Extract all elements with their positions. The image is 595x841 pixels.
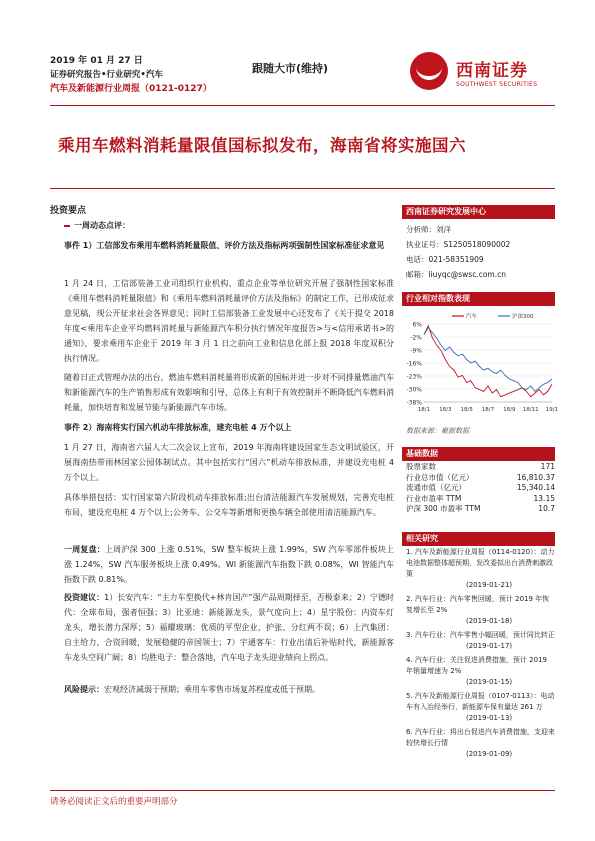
list-item[interactable] [406, 691, 556, 724]
x-tick-label: 18/11 [522, 407, 539, 413]
x-tick-label: 19/1 [545, 407, 559, 413]
x-tick-label: 18/7 [481, 407, 495, 413]
index-chart [402, 310, 559, 422]
rating: 跟随大市(维持) [252, 62, 329, 75]
research-team-bar: 西南证券研究发展中心 [402, 205, 555, 219]
row-label: 流通市值（亿元） [406, 483, 466, 492]
table-row [406, 473, 555, 484]
logo-en: SOUTHWEST SECURITIES [456, 81, 538, 88]
footer-disclaimer: 请务必阅读正文后的重要声明部分 [50, 797, 178, 807]
row-value: 16,810.37 [516, 472, 555, 482]
item-date: (2019-01-15) [466, 678, 513, 686]
event1-title: 事件 1）工信部发布乘用车燃料消耗量限值、评价方法及指标两项强制性国家标准征求意见 [64, 241, 385, 250]
y-tick-label: -16% [406, 360, 422, 368]
y-tick-label: -9% [410, 347, 422, 355]
item-date: (2019-01-09) [466, 750, 513, 758]
item-title: 5. 汽车及新能源行业周报（0107-0113）：电动车有入冶经举行，新能源车保有量达 261 万 [406, 692, 555, 711]
event2-paragraph-2: 具体举措包括：实行国家第六阶段机动车排放标准;出台清洁能源汽车发展规划，完善充电桩布局，建设充电桩 4 万个以上;公务车、公交车等新增和更换车辆全部使用清洁能源汽车。 [64, 493, 394, 517]
analyst-info [406, 222, 510, 282]
row-label: 行业市盈率 TTM [406, 493, 462, 503]
event1-paragraph-1: 1 月 24 日，工信部装备工业司组织行业机构、重点企业等单位研究开展了强制性国家标准《乘用车燃料消耗量限值》和《乘用车燃料消耗量评价方法及指标》的制定工作，已形成征求意见稿，现公开征求社会各界意见；同时工信部装备工业发展中心还发布了《关于提交 2018 年度<乘用车企业平均燃料消耗量与新能源汽车积分执行情况年度报告>与<信用承诺书>的通知》，要求乘用车企业于 2019 年 3 月 1 日之前向工业和信息化部上报 2018 年度双积分执行情况。 [64, 279, 394, 363]
data-source: 数据来源：聚源数据 [406, 427, 469, 435]
footer-divider [50, 790, 555, 791]
related-research-bar: 相关研究 [402, 532, 555, 546]
legend-label: 沪深300 [512, 314, 534, 320]
event1-paragraph-2: 随着日正式管理办法的出台，燃油车燃料消耗量将形成新的国标并进一步对不同排量燃油汽车和新能源汽车的生产销售形成有效影响和引导，总体上有利于有效控制并不断降低汽车燃料消耗量，加快培育和发展节能与新能源汽车市场。 [64, 373, 394, 412]
y-tick-label: -30% [406, 386, 422, 394]
row-value: 10.7 [538, 504, 555, 513]
y-tick-label: 6% [412, 321, 422, 329]
logo-cn: 西南证券 [456, 61, 528, 81]
event2-title: 事件 2）海南将实行国六机动车排放标准，建充电桩 4 万个以上 [64, 423, 292, 432]
weekly-review-title: 一周动态点评： [64, 220, 130, 231]
list-item[interactable] [406, 727, 556, 760]
page-title: 乘用车燃料消耗量限值国标拟发布，海南省将实施国六 [58, 136, 466, 155]
list-item[interactable] [406, 547, 556, 591]
risk-warning: 风险提示：宏观经济减弱于预期；乘用车零售市场复苏程度或低于预期。 [64, 685, 320, 694]
investment-advice: 投资建议：1）长安汽车：“主力车型换代+林肯国产”强产品周期择至，否极泰来；2）宁德时代：全球布局，强者恒强；3）比亚迪：新能源龙头，景气度向上；4）星宇股份：内资车灯龙头，增长潜力深厚；5）福耀玻璃：优质的平型企业，护张、分红两不误；6）上汽集团：自主给力，合资回暖，发展稳健的帝国领士；7）宇通客车：行业出清后补贴时代，新能源客车龙头空间广阔；8）均胜电子：整合落地，汽车电子龙头迎业绩向上拐点。 [64, 593, 395, 662]
item-title: 3. 汽车行业：汽车零售小幅回暖，预计同比转正 [406, 631, 555, 639]
row-label: 沪深 300 市盈率 TTM [406, 504, 481, 513]
x-tick-label: 18/5 [460, 407, 473, 413]
series-line-1 [424, 326, 552, 397]
row-label: 行业总市值（亿元） [406, 472, 474, 482]
related-research-list [406, 547, 556, 763]
item-date: (2019-01-18) [466, 617, 513, 625]
analyst-email[interactable]: 邮箱：liuyqc@swsc.com.cn [406, 270, 506, 279]
basic-data-table [406, 462, 555, 515]
weekly-recap: 一周复盘：上周沪深 300 上涨 0.51%，SW 整车板块上涨 1.99%，SW 汽车零部件板块上涨 1.24%，SW 汽车服务板块上涨 0.49%。WI 新能源汽车指数下跌 0.08%，WI 智能汽车指数下跌 0.81%。 [64, 545, 394, 584]
table-row [406, 494, 555, 505]
y-tick-label: -2% [410, 334, 422, 342]
legend-label: 汽车 [466, 314, 478, 320]
report-category: 证券研究报告•行业研究•汽车 [50, 70, 163, 80]
analyst-name: 分析师：刘洋 [406, 225, 451, 234]
row-value: 13.15 [533, 493, 555, 503]
item-title: 2. 汽车行业：汽车零售回暖，预计 2019 年恢复增长至 2% [406, 595, 550, 614]
row-label: 股票家数 [406, 462, 436, 471]
item-title: 4. 汽车行业：关注促进消费措施，预计 2019 年销量增速为 2% [406, 656, 547, 675]
row-value: 171 [540, 462, 555, 471]
company-logo [410, 50, 560, 100]
report-name: 汽车及新能源行业周报（0121-0127） [50, 84, 212, 94]
x-tick-label: 18/9 [503, 407, 516, 413]
bullet-icon [64, 225, 70, 227]
y-tick-label: -23% [406, 373, 422, 381]
report-header [50, 54, 212, 96]
y-tick-label: -38% [406, 399, 422, 407]
item-date: (2019-01-17) [466, 642, 513, 650]
item-date: (2019-01-21) [466, 581, 513, 589]
header-divider [50, 105, 555, 106]
item-title: 1. 汽车及新能源行业周报（0114-0120）：动力电池数据整体超预期，发改委拟出台消费刺激政策 [406, 548, 555, 578]
event2-paragraph-1: 1 月 27 日，海南省六届人大二次会议上宣布，2019 年海南将建设国家生态文明试验区，开展海南热带雨林国家公园体制试点。其中包括实行“国六”机动车排放标准，并建设充电桩 4 万个以上。 [64, 443, 394, 482]
x-tick-label: 18/3 [439, 407, 452, 413]
list-item[interactable] [406, 655, 556, 688]
report-date: 2019 年 01 月 27 日 [50, 56, 143, 66]
table-row [406, 462, 555, 473]
section-heading: 投资要点 [50, 206, 87, 216]
row-value: 15,340.14 [516, 483, 555, 492]
index-performance-bar: 行业相对指数表现 [402, 292, 555, 306]
analyst-license: 执业证号：S1250518090002 [406, 240, 511, 249]
title-divider [50, 188, 555, 189]
analyst-phone: 电话：021-58351909 [406, 255, 484, 264]
list-item[interactable] [406, 630, 556, 652]
logo-emblem-icon [410, 52, 448, 90]
item-title: 6. 汽车行业：将出台促进汽车消费措施，支迎来较快增长行情 [406, 728, 555, 747]
item-date: (2019-01-13) [466, 714, 513, 722]
table-row [406, 504, 555, 515]
x-tick-label: 18/1 [417, 407, 431, 413]
table-row [406, 483, 555, 494]
basic-data-bar: 基础数据 [402, 447, 555, 461]
list-item[interactable] [406, 594, 556, 627]
